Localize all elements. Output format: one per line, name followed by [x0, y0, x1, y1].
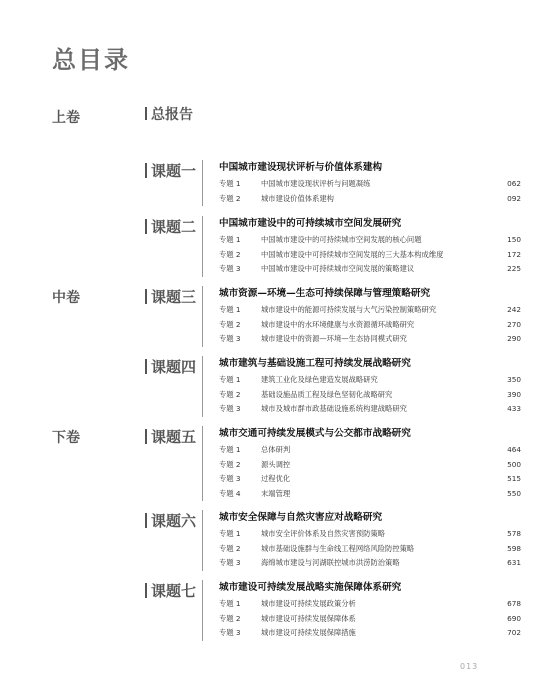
topic-bar	[145, 359, 147, 374]
toc-entry[interactable]	[219, 318, 521, 333]
toc-entry[interactable]	[219, 388, 521, 403]
entry-tag: 专题 2	[219, 613, 241, 623]
topic-title: 城市交通可持续发展模式与公交都市战略研究	[219, 428, 411, 439]
entry-title: 中国城市建设中可持续城市空间发展的三大基本构成维度	[261, 249, 444, 259]
topic-label-text: 课题三	[151, 288, 197, 306]
page-number: 013	[460, 662, 479, 671]
entry-tag: 专题 1	[219, 235, 241, 244]
entry-title: 城市建设价值体系建构	[261, 193, 334, 203]
toc-entry[interactable]	[219, 542, 521, 557]
toc-entry[interactable]	[219, 233, 521, 248]
entry-title: 过程优化	[261, 474, 291, 483]
topic-body	[202, 286, 521, 347]
topic-title: 中国城市建设现状评析与价值体系建构	[219, 162, 383, 173]
topic-body	[202, 356, 521, 417]
volume-label-middle: 中卷	[52, 290, 80, 306]
topic-bar	[145, 219, 147, 234]
entry-page: 578	[507, 529, 521, 538]
topic-body	[202, 426, 521, 501]
topic-bar	[145, 583, 147, 598]
entry-page: 062	[507, 179, 521, 188]
entry-page: 678	[507, 599, 521, 608]
toc-entry[interactable]	[219, 556, 521, 571]
entry-title: 城市安全评价体系及自然灾害预防策略	[261, 529, 386, 538]
topic-label	[145, 286, 196, 307]
topic-title: 城市安全保障与自然灾害应对战略研究	[219, 512, 383, 523]
entry-title: 城市建设可持续发展政策分析	[261, 599, 356, 608]
entry-page: 464	[507, 445, 521, 454]
toc-entry[interactable]	[219, 177, 521, 192]
topic-bar	[145, 513, 147, 528]
topic-bar	[145, 163, 147, 178]
volume-label-lower: 下卷	[52, 430, 80, 446]
page-title: 总目录	[52, 46, 130, 74]
toc-entry[interactable]	[219, 472, 521, 487]
topic-bar	[145, 429, 147, 444]
topic-label	[145, 160, 196, 181]
entry-title: 中国城市建设中的可持续城市空间发展的核心问题	[261, 235, 422, 244]
entry-page: 550	[507, 488, 521, 498]
entry-page: 092	[507, 193, 521, 203]
toc-entry[interactable]	[219, 626, 521, 641]
entry-tag: 专题 2	[219, 193, 241, 203]
entry-tag: 专题 3	[219, 628, 241, 637]
entry-tag: 专题 1	[219, 445, 241, 454]
topic-label-text: 课题二	[151, 218, 197, 236]
topic-bar	[145, 289, 147, 304]
toc-entry[interactable]	[219, 262, 521, 277]
general-report-label: 总报告	[151, 107, 193, 123]
toc-entry[interactable]	[219, 487, 521, 502]
heading-bar	[145, 107, 147, 120]
entry-tag: 专题 1	[219, 529, 241, 538]
entry-title: 源头调控	[261, 459, 291, 469]
entry-page: 500	[507, 459, 521, 469]
topic-label-text: 课题六	[151, 512, 197, 530]
entry-page: 390	[507, 389, 521, 399]
toc-entry[interactable]	[219, 612, 521, 627]
entry-page: 598	[507, 543, 521, 553]
entry-tag: 专题 1	[219, 599, 241, 608]
entry-title: 中国城市建设中可持续城市空间发展的策略建议	[261, 264, 415, 273]
topic-title: 中国城市建设中的可持续城市空间发展研究	[219, 218, 402, 229]
toc-entry[interactable]	[219, 402, 521, 417]
general-report-heading	[145, 104, 193, 124]
entry-page: 433	[507, 404, 521, 413]
toc-entry[interactable]	[219, 458, 521, 473]
topic-label	[145, 216, 196, 237]
topic-label	[145, 510, 196, 531]
toc-entry[interactable]	[219, 443, 521, 458]
entry-page: 690	[507, 613, 521, 623]
topic-label	[145, 356, 196, 377]
topic-title: 城市建筑与基础设施工程可持续发展战略研究	[219, 358, 411, 369]
volume-label-upper: 上卷	[52, 110, 80, 126]
topic-body	[202, 580, 521, 641]
toc-entry[interactable]	[219, 597, 521, 612]
entry-tag: 专题 3	[219, 264, 241, 273]
entry-page: 515	[507, 474, 521, 483]
entry-title: 城市建设可持续发展保障体系	[261, 613, 356, 623]
topic-title: 城市建设可持续发展战略实施保障体系研究	[219, 582, 402, 593]
entry-page: 350	[507, 375, 521, 384]
entry-tag: 专题 3	[219, 558, 241, 567]
topic-label-text: 课题四	[151, 358, 197, 376]
entry-title: 中国城市建设现状评析与问题凝练	[261, 179, 371, 188]
entry-tag: 专题 1	[219, 375, 241, 384]
entry-tag: 专题 4	[219, 488, 241, 498]
entry-page: 225	[507, 264, 521, 273]
topic-label-text: 课题一	[151, 162, 197, 180]
entry-title: 城市建设中的水环境健康与水资源循环战略研究	[261, 319, 415, 329]
entry-title: 城市建设中的能源可持续发展与大气污染控制策略研究	[261, 305, 437, 314]
topic-body	[202, 216, 521, 277]
entry-tag: 专题 2	[219, 319, 241, 329]
entry-tag: 专题 1	[219, 305, 241, 314]
topic-body	[202, 510, 521, 571]
topic-label-text: 课题五	[151, 428, 197, 446]
entry-title: 城市及城市群市政基础设施系统构建战略研究	[261, 404, 407, 413]
entry-tag: 专题 3	[219, 404, 241, 413]
entry-tag: 专题 3	[219, 334, 241, 343]
entry-tag: 专题 1	[219, 179, 241, 188]
topic-body	[202, 160, 521, 206]
entry-page: 290	[507, 334, 521, 343]
topic-label-text: 课题七	[151, 582, 197, 600]
entry-title: 末端管理	[261, 488, 291, 498]
entry-page: 270	[507, 319, 521, 329]
toc-entry[interactable]	[219, 332, 521, 347]
toc-entry[interactable]	[219, 248, 521, 263]
entry-title: 总体研判	[261, 445, 291, 454]
entry-title: 城市基础设施群与生命线工程网络风险防控策略	[261, 543, 415, 553]
entry-title: 基础设施品质工程及绿色坚韧化战略研究	[261, 389, 393, 399]
toc-entry[interactable]	[219, 527, 521, 542]
entry-tag: 专题 2	[219, 249, 241, 259]
entry-tag: 专题 2	[219, 543, 241, 553]
entry-tag: 专题 2	[219, 389, 241, 399]
entry-title: 海绵城市建设与河湖联控城市洪涝防治策略	[261, 558, 400, 567]
entry-page: 631	[507, 558, 521, 567]
toc-entry[interactable]	[219, 303, 521, 318]
topic-label	[145, 580, 196, 601]
entry-title: 建筑工业化及绿色建造发展战略研究	[261, 375, 378, 384]
entry-tag: 专题 2	[219, 459, 241, 469]
toc-entry[interactable]	[219, 373, 521, 388]
topic-label	[145, 426, 196, 447]
entry-title: 城市建设中的资源—环境—生态协同模式研究	[261, 334, 407, 343]
topic-title: 城市资源—环境—生态可持续保障与管理策略研究	[219, 288, 431, 299]
entry-page: 150	[507, 235, 521, 244]
entry-title: 城市建设可持续发展保障措施	[261, 628, 356, 637]
entry-page: 172	[507, 249, 521, 259]
entry-page: 242	[507, 305, 521, 314]
entry-page: 702	[507, 628, 521, 637]
entry-tag: 专题 3	[219, 474, 241, 483]
toc-entry[interactable]	[219, 192, 521, 207]
